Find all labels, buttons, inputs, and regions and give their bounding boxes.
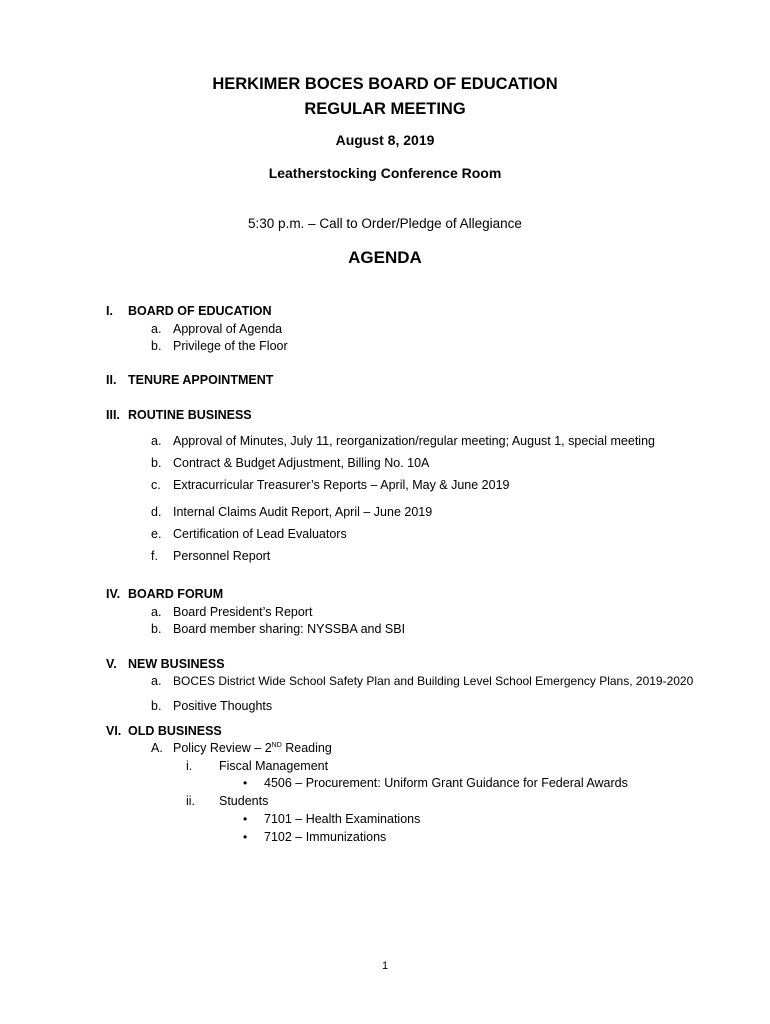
section-number: II. [106, 373, 117, 387]
item-marker: e. [151, 527, 162, 541]
meeting-date: August 8, 2019 [335, 132, 435, 148]
section-number: VI. [106, 724, 122, 738]
section-title-old-business: OLD BUSINESS [128, 724, 222, 738]
agenda-item: Approval of Agenda [173, 322, 283, 336]
section-number: III. [106, 408, 120, 422]
bullet-icon: • [243, 812, 248, 826]
agenda-item: Internal Claims Audit Report, April – June 2019 [173, 505, 433, 519]
document-subtitle: REGULAR MEETING [304, 100, 466, 118]
bullet-item: 7102 – Immunizations [264, 830, 387, 844]
ordinal-suffix: ND [271, 741, 282, 749]
item-marker: a. [151, 674, 162, 688]
agenda-item: Certification of Lead Evaluators [173, 527, 347, 541]
section-number: V. [106, 657, 117, 671]
sub-item-marker: i. [186, 759, 193, 773]
sub-item-marker: ii. [186, 794, 196, 808]
agenda-item: Board member sharing: NYSSBA and SBI [173, 622, 406, 636]
item-marker: b. [151, 339, 162, 353]
sub-item: Students [219, 794, 269, 808]
item-marker: a. [151, 605, 162, 619]
item-marker: a. [151, 322, 162, 336]
document-title: HERKIMER BOCES BOARD OF EDUCATION [212, 75, 558, 93]
section-number: I. [106, 304, 113, 318]
agenda-item: Positive Thoughts [173, 699, 273, 713]
item-marker: b. [151, 699, 162, 713]
section-title-board-forum: BOARD FORUM [128, 587, 224, 601]
meeting-location: Leatherstocking Conference Room [268, 165, 502, 181]
section-title-board-of-education: BOARD OF EDUCATION [128, 304, 272, 318]
section-number: IV. [106, 587, 121, 601]
agenda-item: Approval of Minutes, July 11, reorganization/regular meeting; August 1, special meeting [173, 434, 655, 448]
policy-review-reading: Reading [281, 741, 332, 755]
agenda-item: Contract & Budget Adjustment, Billing No. 10A [173, 456, 430, 470]
item-marker: b. [151, 456, 162, 470]
agenda-item: Board President’s Report [173, 605, 313, 619]
bullet-icon: • [243, 830, 248, 844]
agenda-item: Personnel Report [173, 549, 271, 563]
bullet-icon: • [243, 776, 248, 790]
policy-review-item [173, 741, 332, 755]
call-to-order: 5:30 p.m. – Call to Order/Pledge of Allegiance [248, 216, 522, 231]
section-title-new-business: NEW BUSINESS [128, 657, 225, 671]
section-title-routine-business: ROUTINE BUSINESS [128, 408, 252, 422]
bullet-item: 7101 – Health Examinations [264, 812, 421, 826]
item-marker: d. [151, 505, 162, 519]
agenda-item: Extracurricular Treasurer’s Reports – April, May & June 2019 [173, 478, 510, 492]
agenda-item: Privilege of the Floor [173, 339, 288, 353]
agenda-heading: AGENDA [348, 248, 422, 267]
item-marker: a. [151, 434, 162, 448]
item-marker: c. [151, 478, 161, 492]
item-marker: b. [151, 622, 162, 636]
sub-item: Fiscal Management [219, 759, 329, 773]
policy-review-label: Policy Review – 2 [173, 741, 272, 755]
item-marker: A. [151, 741, 163, 755]
bullet-item: 4506 – Procurement: Uniform Grant Guidance for Federal Awards [264, 776, 628, 790]
section-title-tenure-appointment: TENURE APPOINTMENT [128, 373, 274, 387]
agenda-item: BOCES District Wide School Safety Plan and Building Level School Emergency Plans, 2019-2020 [173, 674, 694, 688]
item-marker: f. [151, 549, 158, 563]
page-number: 1 [381, 960, 389, 972]
